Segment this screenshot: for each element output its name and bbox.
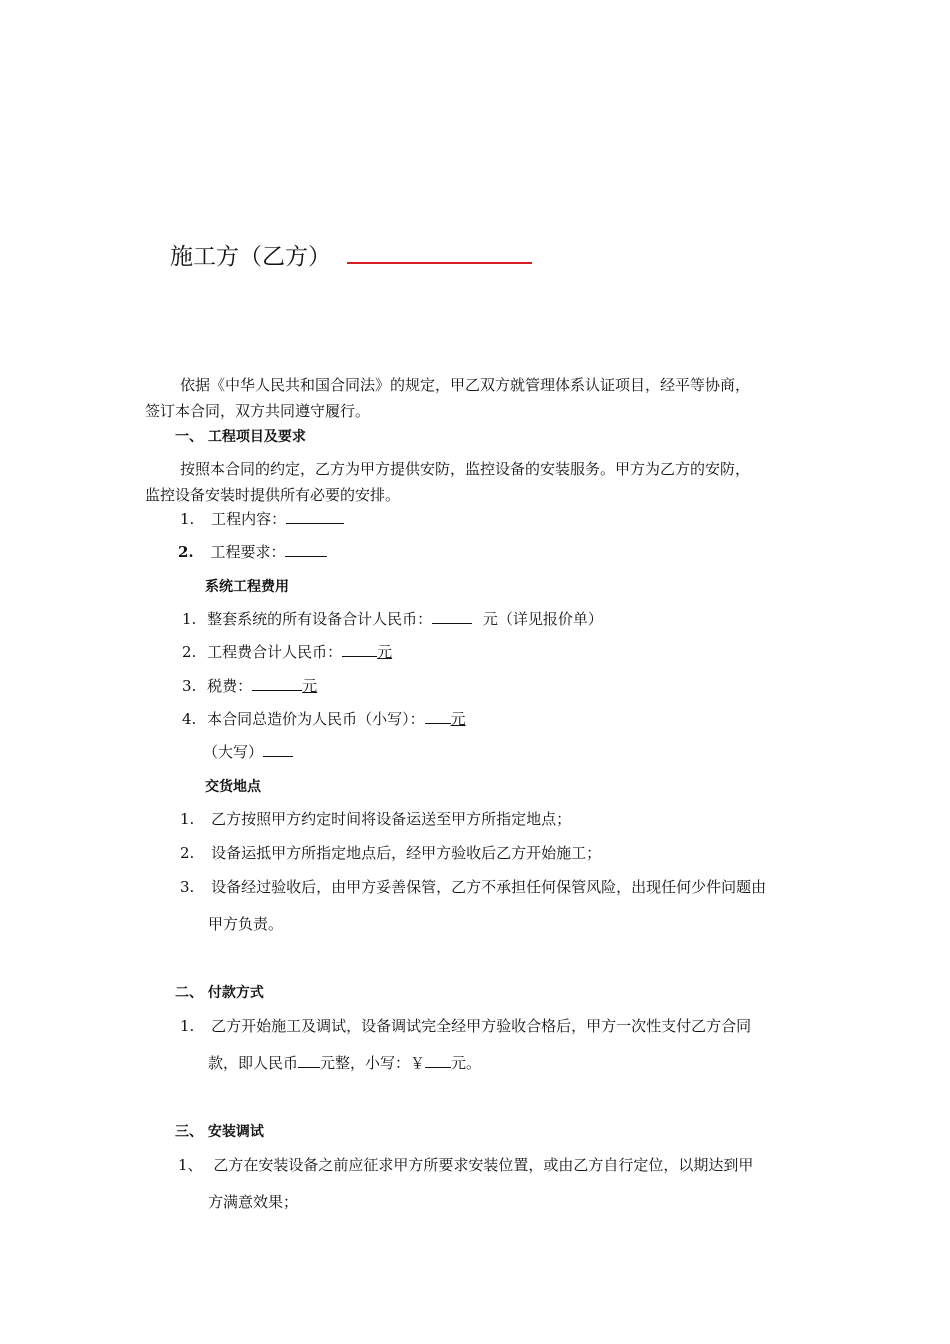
total-price-lower-blank[interactable] [425, 709, 451, 724]
item-number: 1. [180, 510, 195, 528]
item-number: 1、 [178, 1156, 203, 1174]
section-2-heading: 二、 付款方式 [175, 985, 264, 1001]
item-text: 设备运抵甲方所指定地点后，经甲方验收后乙方开始施工； [211, 844, 602, 862]
item-suffix: 元（详见报价单） [482, 610, 603, 628]
install-item-1-continued: 方满意效果； [208, 1193, 299, 1211]
content-blank[interactable] [286, 509, 344, 524]
item-text: 本合同总造价为人民币（小写）： [207, 710, 425, 728]
total-price-upper [203, 741, 293, 762]
total-price-upper-blank[interactable] [263, 742, 293, 757]
item-number: 2. [182, 643, 197, 661]
item-number: 1. [182, 610, 197, 628]
fee-item-2 [182, 641, 392, 662]
item-number: 3. [182, 677, 197, 695]
delivery-heading: 交货地点 [205, 779, 261, 795]
section-1-heading: 一、 工程项目及要求 [175, 429, 306, 445]
equipment-total-blank[interactable] [432, 609, 472, 624]
item-suffix: 元 [377, 643, 393, 661]
delivery-item-3 [180, 876, 766, 897]
item-number: 1. [180, 1017, 195, 1035]
contractor-label: 施工方（乙方） [170, 244, 331, 270]
payment-item-1 [180, 1015, 751, 1036]
labor-fee-blank[interactable] [342, 642, 377, 657]
requirement-blank[interactable] [285, 542, 327, 557]
item-text: 乙方开始施工及调试，设备调试完全经甲方验收合格后，甲方一次性支付乙方合同 [211, 1017, 752, 1035]
payment-amount-lower-blank[interactable] [425, 1053, 451, 1068]
fee-item-1 [182, 608, 603, 629]
item-text: 工程内容： [211, 510, 287, 528]
payment-text-b: 元整，小写：￥ [320, 1054, 426, 1072]
project-item-2 [178, 541, 327, 562]
item-text: 乙方按照甲方约定时间将设备运送至甲方所指定地点； [211, 810, 572, 828]
payment-amount-blank[interactable] [298, 1053, 320, 1068]
daxie-label: （大写） [203, 743, 264, 761]
item-number: 3. [180, 878, 195, 896]
delivery-item-2 [180, 842, 601, 863]
install-item-1 [178, 1154, 753, 1175]
payment-item-1-continued [208, 1052, 481, 1073]
item-text: 工程费合计人民币： [207, 643, 343, 661]
delivery-item-3-continued: 甲方负责。 [208, 915, 284, 933]
delivery-item-1 [180, 808, 571, 829]
payment-text-a: 款，即人民币 [208, 1054, 299, 1072]
fees-heading: 系统工程费用 [205, 579, 289, 595]
contractor-name-blank[interactable] [347, 262, 532, 264]
tax-blank[interactable] [252, 676, 302, 691]
item-suffix: 元 [450, 710, 466, 728]
project-item-1 [180, 508, 344, 529]
section-1-para-line-2: 监控设备安装时提供所有必要的安排。 [145, 486, 401, 504]
payment-text-c: 元。 [451, 1054, 482, 1072]
item-number: 1. [180, 810, 195, 828]
section-3-heading: 三、 安装调试 [175, 1124, 264, 1140]
item-text: 设备经过验收后，由甲方妥善保管，乙方不承担任何保管风险，出现任何少件问题由 [211, 878, 767, 896]
intro-line-1: 依据《中华人民共和国合同法》的规定，甲乙双方就管理体系认证项目，经平等协商， [180, 376, 751, 394]
item-number: 4. [182, 710, 197, 728]
section-1-para-line-1: 按照本合同的约定，乙方为甲方提供安防，监控设备的安装服务。甲方为乙方的安防， [180, 460, 751, 478]
item-text: 税费： [207, 677, 253, 695]
fee-item-4 [182, 708, 466, 729]
item-number: 2. [180, 844, 195, 862]
item-text: 工程要求： [210, 543, 286, 561]
item-number: 2. [178, 543, 194, 561]
item-suffix: 元 [302, 677, 318, 695]
item-text: 乙方在安装设备之前应征求甲方所要求安装位置，或由乙方自行定位，以期达到甲 [213, 1156, 754, 1174]
intro-line-2: 签订本合同，双方共同遵守履行。 [145, 402, 371, 420]
item-text: 整套系统的所有设备合计人民币： [207, 610, 433, 628]
fee-item-3 [182, 675, 317, 696]
